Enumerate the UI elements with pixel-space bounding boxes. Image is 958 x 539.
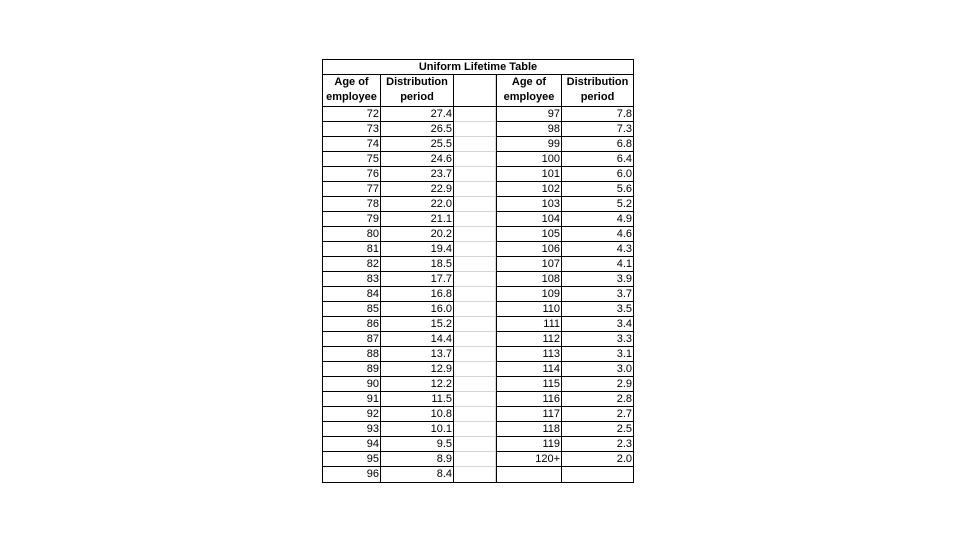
age-cell: 73 [323,122,381,137]
header-age-left: Age of employee [323,75,381,106]
table-row [323,212,633,227]
distribution-cell: 8.9 [381,452,454,467]
age-cell: 106 [496,242,562,257]
distribution-cell: 2.8 [562,392,633,407]
table-row [323,257,633,272]
distribution-cell: 15.2 [381,317,454,332]
table-row [323,377,633,392]
spacer-cell [454,452,496,467]
distribution-cell: 16.8 [381,287,454,302]
distribution-cell: 24.6 [381,152,454,167]
distribution-cell: 2.5 [562,422,633,437]
age-cell: 99 [496,137,562,152]
age-cell: 93 [323,422,381,437]
age-cell: 102 [496,182,562,197]
header-row [323,75,633,107]
distribution-cell: 11.5 [381,392,454,407]
age-cell: 114 [496,362,562,377]
table-row [323,137,633,152]
distribution-cell: 22.0 [381,197,454,212]
spacer-cell [454,467,496,482]
spacer-cell [454,407,496,422]
age-cell: 110 [496,302,562,317]
distribution-cell: 2.9 [562,377,633,392]
distribution-cell: 5.6 [562,182,633,197]
distribution-cell [562,467,633,482]
spacer-cell [454,122,496,137]
age-cell: 80 [323,227,381,242]
spacer-cell [454,167,496,182]
age-cell: 103 [496,197,562,212]
age-cell: 100 [496,152,562,167]
distribution-cell: 2.3 [562,437,633,452]
table-row [323,167,633,182]
distribution-cell: 14.4 [381,332,454,347]
table-row [323,197,633,212]
spacer-cell [454,302,496,317]
age-cell: 112 [496,332,562,347]
table-row [323,347,633,362]
age-cell: 74 [323,137,381,152]
age-cell: 78 [323,197,381,212]
age-cell: 82 [323,257,381,272]
header-dist-left: Distribution period [381,75,454,106]
age-cell: 77 [323,182,381,197]
distribution-cell: 8.4 [381,467,454,482]
distribution-cell: 3.7 [562,287,633,302]
age-cell: 119 [496,437,562,452]
age-cell: 96 [323,467,381,482]
age-cell: 88 [323,347,381,362]
age-cell: 83 [323,272,381,287]
distribution-cell: 19.4 [381,242,454,257]
distribution-cell: 22.9 [381,182,454,197]
distribution-cell: 18.5 [381,257,454,272]
age-cell: 111 [496,317,562,332]
distribution-cell: 6.8 [562,137,633,152]
distribution-cell: 26.5 [381,122,454,137]
spacer-cell [454,287,496,302]
table-row [323,437,633,452]
age-cell: 104 [496,212,562,227]
age-cell: 113 [496,347,562,362]
distribution-cell: 4.9 [562,212,633,227]
table-row [323,287,633,302]
spacer-column [454,75,496,106]
table-row [323,122,633,137]
uniform-lifetime-table [322,59,634,483]
table-row [323,182,633,197]
spacer-cell [454,377,496,392]
age-cell: 76 [323,167,381,182]
distribution-cell: 10.8 [381,407,454,422]
distribution-cell: 3.4 [562,317,633,332]
table-row [323,152,633,167]
distribution-cell: 9.5 [381,437,454,452]
age-cell: 117 [496,407,562,422]
distribution-cell: 13.7 [381,347,454,362]
table-row [323,227,633,242]
age-cell: 98 [496,122,562,137]
table-row [323,392,633,407]
distribution-cell: 16.0 [381,302,454,317]
table-row [323,362,633,377]
age-cell: 97 [496,107,562,122]
distribution-cell: 21.1 [381,212,454,227]
spacer-cell [454,137,496,152]
age-cell: 86 [323,317,381,332]
table-row [323,107,633,122]
table-title: Uniform Lifetime Table [323,60,633,75]
age-cell: 72 [323,107,381,122]
age-cell: 81 [323,242,381,257]
table-row [323,332,633,347]
age-cell: 85 [323,302,381,317]
spacer-cell [454,227,496,242]
age-cell: 92 [323,407,381,422]
age-cell: 115 [496,377,562,392]
spacer-cell [454,212,496,227]
table-row [323,452,633,467]
age-cell: 91 [323,392,381,407]
distribution-cell: 10.1 [381,422,454,437]
distribution-cell: 4.6 [562,227,633,242]
spacer-cell [454,242,496,257]
distribution-cell: 5.2 [562,197,633,212]
distribution-cell: 3.1 [562,347,633,362]
spacer-cell [454,317,496,332]
age-cell: 108 [496,272,562,287]
age-cell [496,467,562,482]
age-cell: 120+ [496,452,562,467]
spacer-cell [454,332,496,347]
table-row [323,242,633,257]
distribution-cell: 6.4 [562,152,633,167]
age-cell: 89 [323,362,381,377]
age-cell: 116 [496,392,562,407]
distribution-cell: 17.7 [381,272,454,287]
distribution-cell: 27.4 [381,107,454,122]
distribution-cell: 25.5 [381,137,454,152]
distribution-cell: 7.3 [562,122,633,137]
spacer-cell [454,392,496,407]
table-row [323,422,633,437]
distribution-cell: 3.0 [562,362,633,377]
spacer-cell [454,197,496,212]
age-cell: 94 [323,437,381,452]
distribution-cell: 2.7 [562,407,633,422]
age-cell: 105 [496,227,562,242]
table-row [323,272,633,287]
table-body [323,107,633,482]
spacer-cell [454,182,496,197]
header-dist-right: Distribution period [566,76,629,103]
age-cell: 84 [323,287,381,302]
spacer-cell [454,422,496,437]
distribution-cell: 2.0 [562,452,633,467]
distribution-cell: 20.2 [381,227,454,242]
spacer-cell [454,362,496,377]
distribution-cell: 4.3 [562,242,633,257]
table-row [323,407,633,422]
spacer-cell [454,152,496,167]
age-cell: 101 [496,167,562,182]
distribution-cell: 4.1 [562,257,633,272]
table-row [323,467,633,482]
age-cell: 90 [323,377,381,392]
header-age-right: Age of employee [496,75,562,106]
age-cell: 109 [496,287,562,302]
distribution-cell: 12.9 [381,362,454,377]
age-cell: 107 [496,257,562,272]
table-row [323,302,633,317]
spacer-cell [454,272,496,287]
distribution-cell: 6.0 [562,167,633,182]
spacer-cell [454,347,496,362]
distribution-cell: 12.2 [381,377,454,392]
table-row [323,317,633,332]
spacer-cell [454,107,496,122]
spacer-cell [454,437,496,452]
distribution-cell: 7.8 [562,107,633,122]
distribution-cell: 3.5 [562,302,633,317]
age-cell: 118 [496,422,562,437]
age-cell: 75 [323,152,381,167]
distribution-cell: 3.9 [562,272,633,287]
age-cell: 87 [323,332,381,347]
distribution-cell: 23.7 [381,167,454,182]
age-cell: 95 [323,452,381,467]
age-cell: 79 [323,212,381,227]
spacer-cell [454,257,496,272]
distribution-cell: 3.3 [562,332,633,347]
